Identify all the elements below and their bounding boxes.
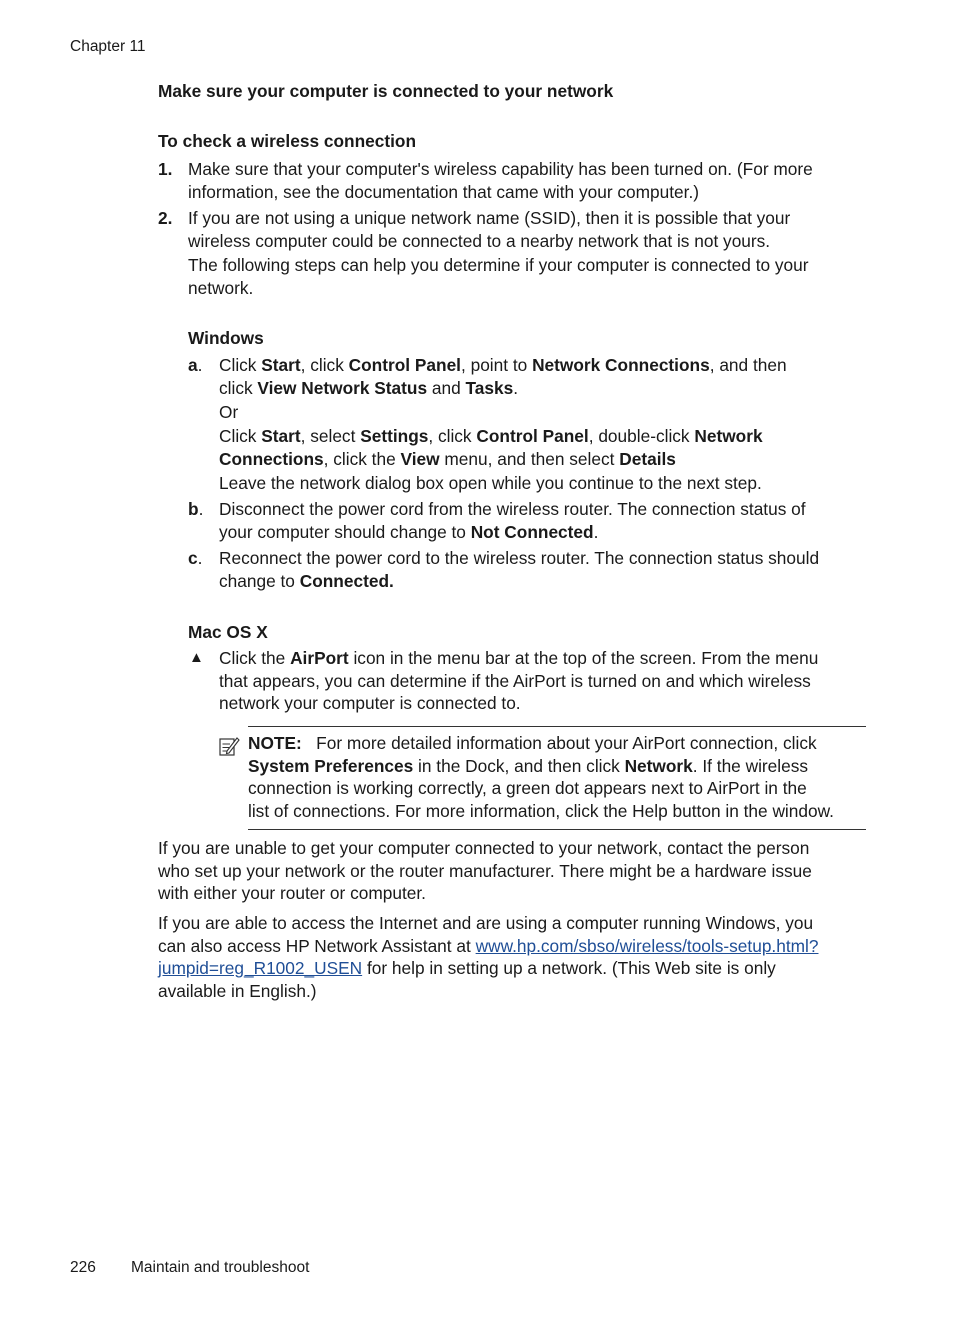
text-line: Click Start, select Settings, click Control Panel, double-click Network (219, 426, 763, 446)
text-line: Click Start, click Control Panel, point to Network Connections, and then (219, 355, 787, 375)
paragraph (158, 837, 878, 905)
footer-section: Maintain and troubleshoot (131, 1259, 310, 1276)
text-line: can also access HP Network Assistant at www.hp.com/sbso/wireless/tools-setup.html? (158, 935, 819, 956)
text-line: If you are unable to get your computer connected to your network, contact the person (158, 838, 810, 858)
note-bottom-rule (248, 829, 866, 830)
procedure-title: To check a wireless connection (158, 131, 417, 151)
text-line: with either your router or computer. (158, 883, 426, 903)
text-line: change to Connected. (219, 570, 394, 591)
text-line: Make sure that your computer's wireless capability has been turned on. (For more (188, 159, 813, 179)
text-line: wireless computer could be connected to a nearby network that is not yours. (188, 230, 771, 251)
substep-text (219, 354, 869, 399)
page-number: 226 (70, 1259, 96, 1276)
substep-text (219, 547, 869, 592)
step-number: 1. (158, 159, 173, 179)
text-line: list of connections. For more information, click the Help button in the window. (248, 800, 834, 821)
text-line: NOTE: For more detailed information about your AirPort connection, click (248, 733, 817, 753)
text-line: your computer should change to Not Connected. (219, 521, 599, 542)
substep-label: b. (188, 499, 204, 519)
substep-label: a. (188, 355, 203, 375)
mac-text (219, 647, 869, 715)
note-text (248, 732, 870, 822)
text-line: Reconnect the power cord to the wireless router. The connection status should (219, 548, 820, 568)
or-text: Or (219, 402, 239, 422)
text-line: jumpid=reg_R1002_USEN for help in setting up a network. (This Web site is only (158, 958, 776, 978)
text-line: connection is working correctly, a green dot appears next to AirPort in the (248, 778, 807, 798)
text-line: who set up your network or the router manufacturer. There might be a hardware issue (158, 860, 812, 881)
note-pencil-icon (218, 735, 240, 757)
text-line: Disconnect the power cord from the wireless router. The connection status of (219, 499, 806, 519)
triangle-bullet-icon: ▲ (189, 649, 204, 666)
text-line: network your computer is connected to. (219, 693, 521, 713)
section-title: Make sure your computer is connected to your network (158, 81, 614, 101)
text-line: Connections, click the View menu, and then select Details (219, 448, 676, 469)
step-number: 2. (158, 208, 173, 228)
text-line: If you are not using a unique network name (SSID), then it is possible that your (188, 208, 791, 228)
substep-text (219, 425, 869, 470)
hp-network-assistant-link-cont[interactable]: jumpid=reg_R1002_USEN (158, 958, 363, 978)
text-line: that appears, you can determine if the AirPort is turned on and which wireless (219, 670, 811, 691)
text-line: click View Network Status and Tasks. (219, 377, 519, 398)
windows-title: Windows (188, 328, 264, 348)
text-line: The following steps can help you determine if your computer is connected to your (188, 255, 809, 275)
step-text (188, 207, 868, 252)
step-text (188, 254, 868, 299)
mac-title: Mac OS X (188, 622, 268, 642)
hp-network-assistant-link[interactable]: www.hp.com/sbso/wireless/tools-setup.html? (475, 935, 819, 956)
text-line: network. (188, 277, 254, 298)
chapter-header: Chapter 11 (70, 38, 146, 55)
text-line: System Preferences in the Dock, and then click Network. If the wireless (248, 755, 809, 776)
note-label: NOTE: (248, 733, 302, 753)
substep-text (219, 498, 869, 543)
text-line: available in English.) (158, 980, 317, 1001)
text-line: Leave the network dialog box open while you continue to the next step. (219, 473, 762, 493)
paragraph (158, 912, 878, 1002)
text-line: Click the AirPort icon in the menu bar at the top of the screen. From the menu (219, 648, 819, 668)
text-line: If you are able to access the Internet and are using a computer running Windows, you (158, 913, 814, 933)
step-text (188, 158, 868, 203)
substep-label: c. (188, 548, 203, 568)
text-line: information, see the documentation that came with your computer.) (188, 181, 700, 202)
note-top-rule (248, 726, 866, 727)
